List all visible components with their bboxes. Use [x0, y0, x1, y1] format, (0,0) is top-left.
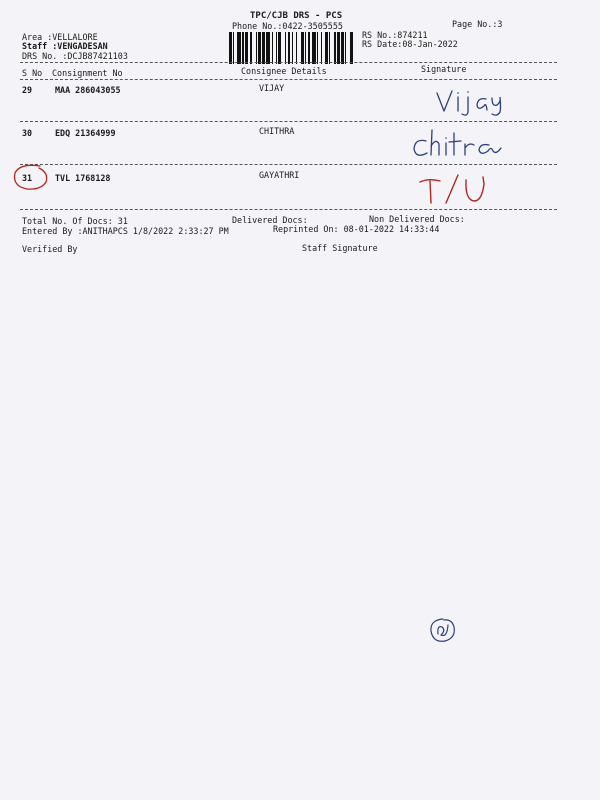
column-consignee: Consignee Details	[241, 66, 327, 76]
row-divider	[20, 164, 557, 165]
row-sno: 29	[22, 85, 33, 95]
row-sno: 30	[22, 128, 33, 138]
signature-chitra	[408, 124, 508, 162]
row-consignment: TVL 1768128	[55, 173, 111, 183]
row-consignment: MAA 286043055	[55, 85, 121, 95]
column-consignment: Consignment No	[52, 68, 123, 78]
header-divider-bottom	[20, 79, 557, 80]
phone-number: Phone No.:0422-3505555	[232, 21, 343, 31]
rs-number: RS No.:874211	[362, 30, 428, 40]
delivered-docs: Delivered Docs:	[232, 215, 308, 225]
non-delivered-docs: Non Delivered Docs:	[369, 214, 465, 224]
row-consignee: GAYATHRI	[259, 170, 300, 180]
signature-vijay	[434, 84, 512, 118]
signature-tu-mark	[416, 172, 496, 206]
column-sno: S No	[22, 68, 43, 78]
staff-label: Staff :VENGADESAN	[22, 41, 108, 51]
initials-mark	[425, 614, 461, 646]
row-sno: 31	[22, 173, 33, 183]
document-title: TPC/CJB DRS - PCS	[250, 11, 343, 21]
entered-by: Entered By :ANITHAPCS 1/8/2022 2:33:27 PM	[22, 226, 229, 236]
verified-by: Verified By	[22, 244, 78, 254]
rs-date: RS Date:08-Jan-2022	[362, 39, 458, 49]
row-divider	[20, 121, 557, 122]
barcode	[229, 32, 355, 64]
table-divider-bottom	[20, 209, 557, 210]
row-consignment: EDQ 21364999	[55, 128, 116, 138]
header-divider-top	[20, 62, 557, 63]
drs-number: DRS No. :DCJB87421103	[22, 51, 128, 61]
row-consignee: VIJAY	[259, 83, 285, 93]
staff-signature-label: Staff Signature	[302, 243, 378, 253]
area-label: Area :VELLALORE	[22, 32, 98, 42]
row-consignee: CHITHRA	[259, 126, 295, 136]
total-docs: Total No. Of Docs: 31	[22, 216, 128, 226]
column-signature: Signature	[421, 64, 467, 74]
reprinted-on: Reprinted On: 08-01-2022 14:33:44	[273, 224, 440, 234]
page-number: Page No.:3	[452, 19, 503, 29]
